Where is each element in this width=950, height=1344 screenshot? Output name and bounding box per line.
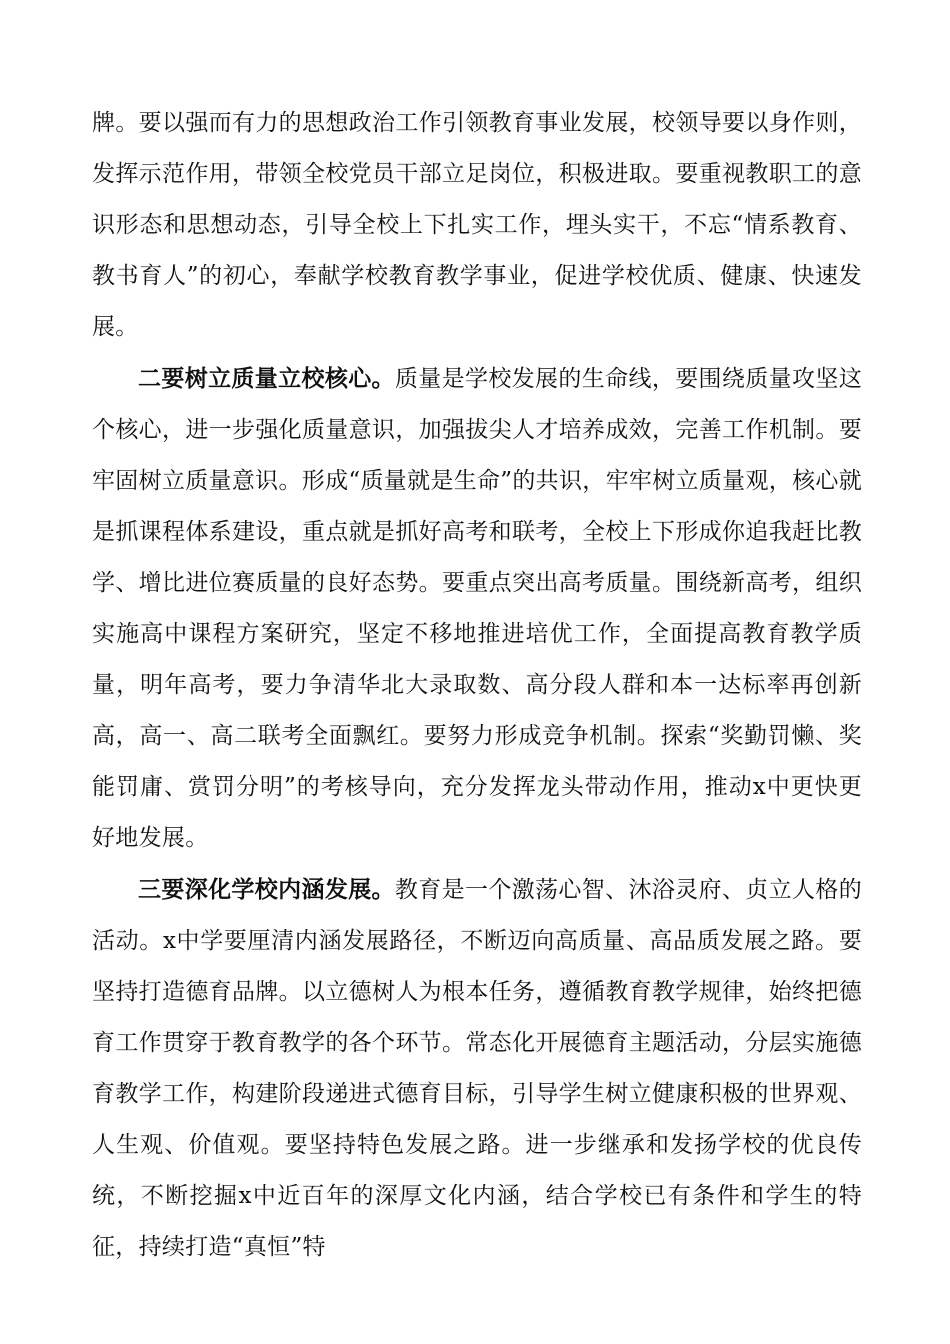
paragraph-body: 牌。要以强而有力的思想政治工作引领教育事业发展，校领导要以身作则，发挥示范作用，带领全校党员干部立足岗位，积极进取。要重视教职工的意识形态和思想动态，引导全校上下扎实工作，埋头实干，不忘“情系教育、教书育人”的初心，奉献学校教育教学事业，促进学校优质、健康、快速发展。 — [92, 110, 862, 340]
paragraph-continuation — [92, 98, 862, 353]
paragraph-quality — [92, 353, 862, 864]
paragraph-heading: 三要深化学校内涵发展。 — [138, 876, 395, 903]
document-body — [92, 98, 862, 1273]
paragraph-heading: 二要树立质量立校核心。 — [138, 365, 395, 392]
paragraph-body: 质量是学校发展的生命线，要围绕质量攻坚这个核心，进一步强化质量意识，加强拔尖人才培养成效，完善工作机制。要牢固树立质量意识。形成“质量就是生命”的共识，牢牢树立质量观，核心就是抓课程体系建设，重点就是抓好高考和联考，全校上下形成你追我赶比教学、增比进位赛质量的良好态势。要重点突出高考质量。围绕新高考，组织实施高中课程方案研究，坚定不移地推进培优工作，全面提高教育教学质量，明年高考，要力争清华北大录取数、高分段人群和本一达标率再创新高，高一、高二联考全面飘红。要努力形成竞争机制。探索“奖勤罚懒、奖能罚庸、赏罚分明”的考核导向，充分发挥龙头带动作用，推动x中更快更好地发展。 — [92, 366, 862, 851]
paragraph-body: 教育是一个激荡心智、沐浴灵府、贞立人格的活动。x中学要厘清内涵发展路径，不断迈向高质量、高品质发展之路。要坚持打造德育品牌。以立德树人为根本任务，遵循教育教学规律，始终把德育工作贯穿于教育教学的各个环节。常态化开展德育主题活动，分层实施德育教学工作，构建阶段递进式德育目标，引导学生树立健康积极的世界观、人生观、价值观。要坚持特色发展之路。进一步继承和发扬学校的优良传统，不断挖掘x中近百年的深厚文化内涵，结合学校已有条件和学生的特征，持续打造“真恒”特 — [92, 877, 862, 1260]
paragraph-connotation — [92, 864, 862, 1273]
